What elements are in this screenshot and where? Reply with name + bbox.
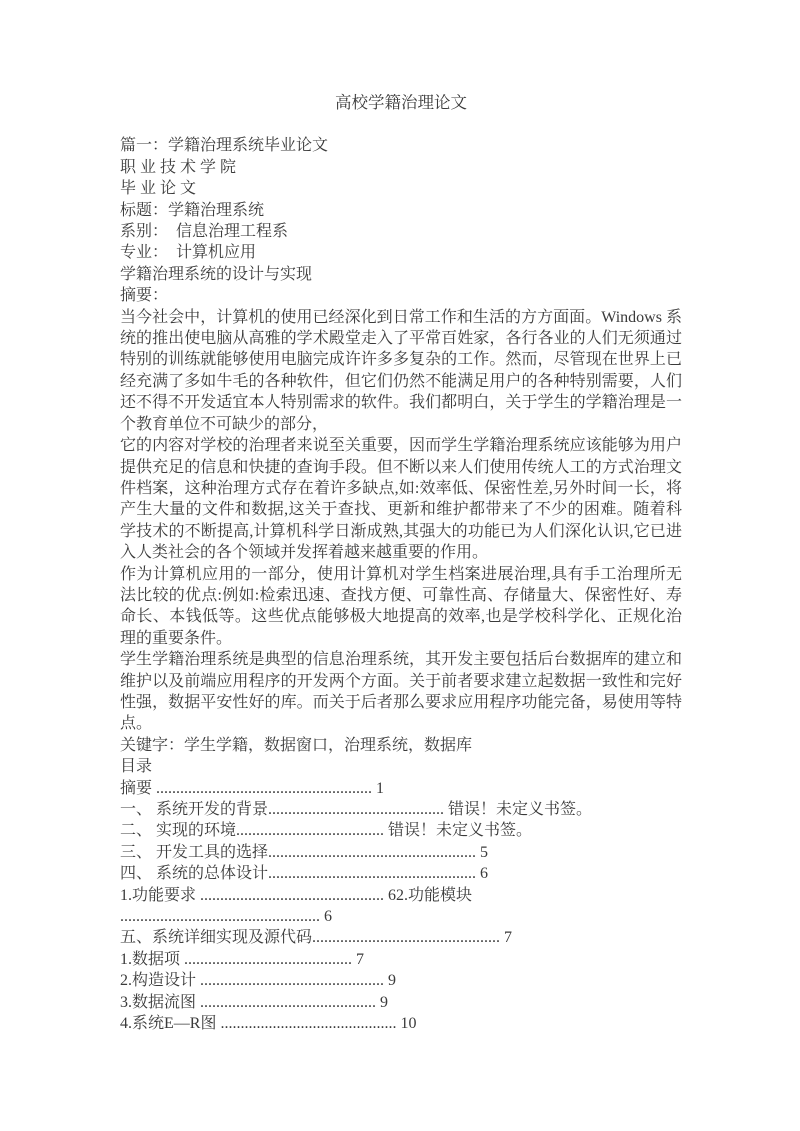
abstract-heading: 摘要： [120, 287, 169, 305]
toc-title: 目录 [120, 758, 153, 776]
toc-entry: 1.数据项 .......................................... 7 [120, 950, 365, 968]
intro-line-subtitle: 学籍治理系统的设计与实现 [120, 265, 313, 283]
toc-entry: 五、系统详细实现及源代码............................................... 7 [120, 929, 513, 947]
toc-entry: 1.功能要求 .............................................. 62.功能模块 [120, 886, 473, 904]
toc-entry: 摘要 ...................................................... 1 [120, 779, 385, 797]
intro-line-department-field: 系别： 信息治理工程系 [120, 223, 289, 241]
intro-line-college: 职 业 技 术 学 院 [120, 158, 237, 176]
intro-line-thesis: 毕 业 论 文 [120, 180, 197, 198]
intro-line-part-heading: 篇一：学籍治理系统毕业论文 [120, 137, 329, 155]
toc-entry: 三、 开发工具的选择.................................................... 5 [120, 843, 489, 861]
intro-line-major-field: 专业： 计算机应用 [120, 244, 257, 262]
toc-entry: 一、 系统开发的背景............................................ 错误！未定义书签。 [120, 801, 593, 818]
abstract-paragraph: 学生学籍治理系统是典型的信息治理系统，其开发主要包括后台数据库的建立和维护以及前端应用程序的开发两个方面。关于前者要求建立起数据一致性和完好性强，数据平安性好的库。而关于后者那么要求应用程序功能完备，易使用等特点。 [120, 651, 682, 733]
toc-entry: 2.构造设计 .............................................. 9 [120, 972, 397, 990]
document-title: 高校学籍治理论文 [335, 93, 467, 112]
toc-entry: 四、 系统的总体设计.................................................... 6 [120, 865, 489, 883]
toc-entry: 二、 实现的环境..................................... 错误！未定义书签。 [120, 822, 533, 840]
keywords-line: 关键字：学生学籍，数据窗口，治理系统，数据库 [120, 736, 473, 754]
intro-line-title-field: 标题：学籍治理系统 [120, 201, 265, 219]
toc-entry: .................................................. 6 [120, 908, 332, 926]
toc-entry: 4.系统E—R图 ............................................ 10 [120, 1015, 417, 1033]
abstract-paragraph: 它的内容对学校的治理者来说至关重要，因而学生学籍治理系统应该能够为用户提供充足的信息和快捷的查询手段。但不断以来人们使用传统人工的方式治理文件档案，这种治理方式存在着许多缺点,如:效率低、保密性差,另外时间一长，将产生大量的文件和数据,这关于查找、更新和维护都带来了不少的困难。随着科学技术的不断提高,计算机科学日渐成熟,其强大的功能已为人们深化认识,它已进入人类社会的各个领域并发挥着越来越重要的作用。 [120, 437, 682, 562]
toc-entry: 3.数据流图 ............................................ 9 [120, 993, 389, 1011]
abstract-paragraph: 当今社会中，计算机的使用已经深化到日常工作和生活的方方面面。Windows 系统的推出使电脑从高雅的学术殿堂走入了平常百姓家，各行各业的人们无须通过特别的训练就能够使用电脑完成许许多多复杂的工作。然而，尽管现在世界上已经充满了多如牛毛的各种软件，但它们仍然不能满足用户的各种特别需要，人们还不得不开发适宜本人特别需求的软件。我们都明白，关于学生的学籍治理是一个教育单位不可缺少的部分， [120, 308, 682, 433]
abstract-paragraph: 作为计算机应用的一部分，使用计算机对学生档案进展治理,具有手工治理所无法比较的优点:例如:检索迅速、查找方便、可靠性高、存储量大、保密性好、寿命长、本钱低等。这些优点能够极大地提高的效率,也是学校科学化、正规化治理的重要条件。 [120, 565, 682, 647]
